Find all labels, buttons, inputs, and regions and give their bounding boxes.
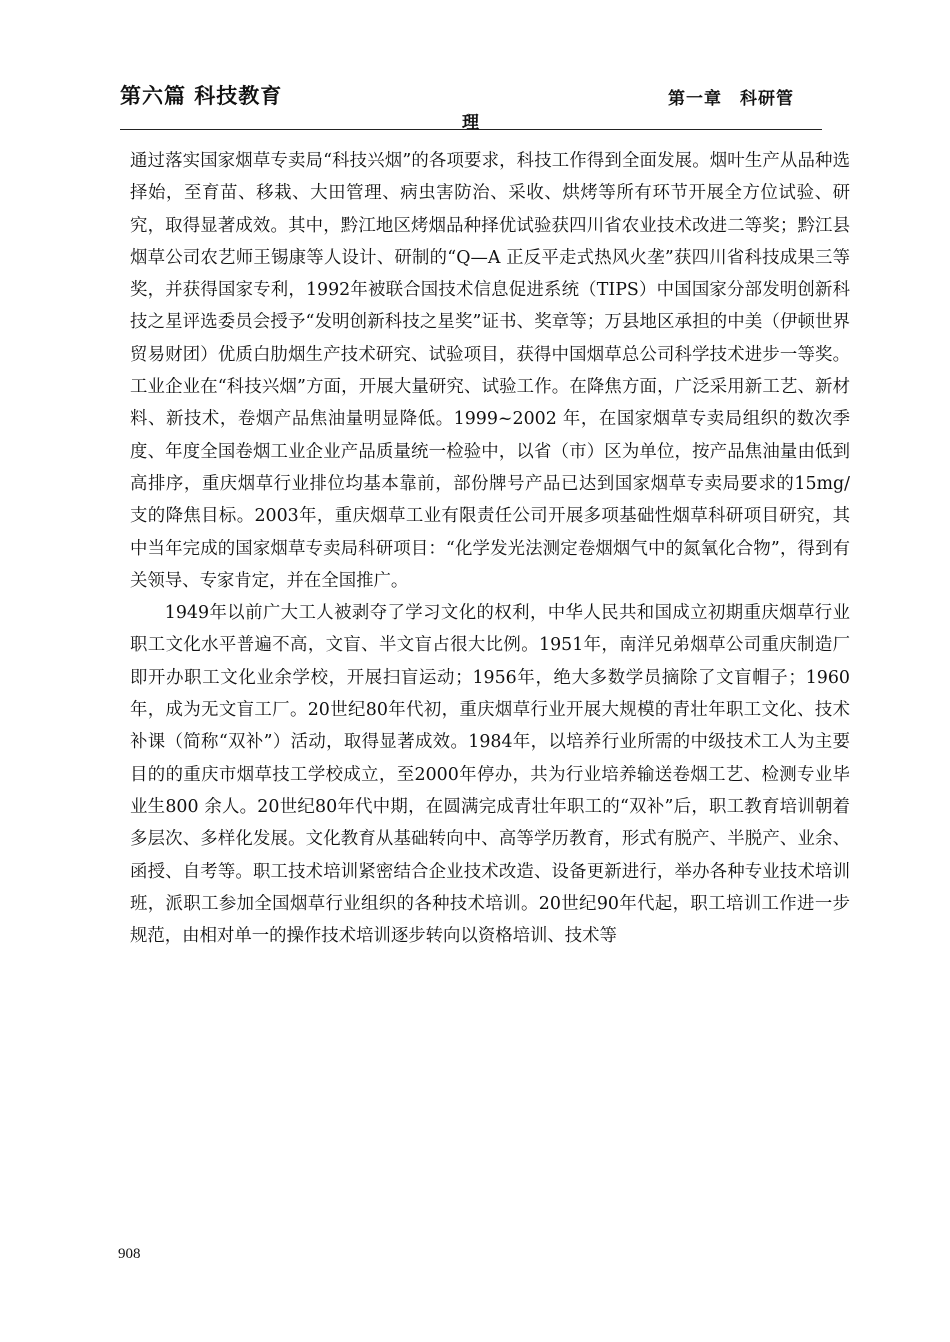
header-chapter-title-continued: 理 <box>462 113 479 133</box>
body-text <box>130 145 850 952</box>
header-section-title: 第六篇 科技教育 <box>120 84 283 108</box>
page-number: 908 <box>118 1246 141 1262</box>
paragraph-education: 1949年以前广大工人被剥夺了学习文化的权利，中华人民共和国成立初期重庆烟草行业职工文化水平普遍不高，文盲、半文盲占很大比例。1951年，南洋兄弟烟草公司重庆制造厂即开办职工文化业余学校，开展扫盲运动；1956年，绝大多数学员摘除了文盲帽子；1960年，成为无文盲工厂。20世纪80年代初，重庆烟草行业开展大规模的青壮年职工文化、技术补课（简称“双补”）活动，取得显著成效。1984年，以培养行业所需的中级技术工人为主要目的的重庆市烟草技工学校成立，至2000年停办，共为行业培养输送卷烟工艺、检测专业毕业生800 余人。20世纪80年代中期，在圆满完成青壮年职工的“双补”后，职工教育培训朝着多层次、多样化发展。文化教育从基础转向中、高等学历教育，形式有脱产、半脱产、业余、函授、自考等。职工技术培训紧密结合企业技术改造、设备更新进行，举办各种专业技术培训班，派职工参加全国烟草行业组织的各种技术培训。20世纪90年代起，职工培训工作进一步规范，由相对单一的操作技术培训逐步转向以资格培训、技术等 <box>130 603 850 947</box>
header-chapter-title: 第一章 科研管 <box>668 89 794 109</box>
paragraph-science-tech: 通过落实国家烟草专卖局“科技兴烟”的各项要求，科技工作得到全面发展。烟叶生产从品种选择始，至育苗、移栽、大田管理、病虫害防治、采收、烘烤等所有环节开展全方位试验、研究，取得显著成效。其中，黔江地区烤烟品种择优试验获四川省农业技术改进二等奖；黔江县烟草公司农艺师王锡康等人设计、研制的“Q—A 正反平走式热风火垄”获四川省科技成果三等奖，并获得国家专利，1992年被联合国技术信息促进系统（TIPS）中国国家分部发明创新科技之星评选委员会授予“发明创新科技之星奖”证书、奖章等；万县地区承担的中美（伊顿世界贸易财团）优质白肋烟生产技术研究、试验项目，获得中国烟草总公司科学技术进步一等奖。工业企业在“科技兴烟”方面，开展大量研究、试验工作。在降焦方面，广泛采用新工艺、新材料、新技术，卷烟产品焦油量明显降低。1999~2002 年，在国家烟草专卖局组织的数次季度、年度全国卷烟工业企业产品质量统一检验中，以省（市）区为单位，按产品焦油量由低到高排序，重庆烟草行业排位均基本靠前，部份牌号产品已达到国家烟草专卖局要求的15mg/ 支的降焦目标。2003年，重庆烟草工业有限责任公司开展多项基础性烟草科研项目研究，其中当年完成的国家烟草专卖局科研项目：“化学发光法测定卷烟烟气中的氮氧化合物”，得到有关领导、专家肯定，并在全国推广。 <box>130 151 850 591</box>
header-divider <box>120 129 822 130</box>
